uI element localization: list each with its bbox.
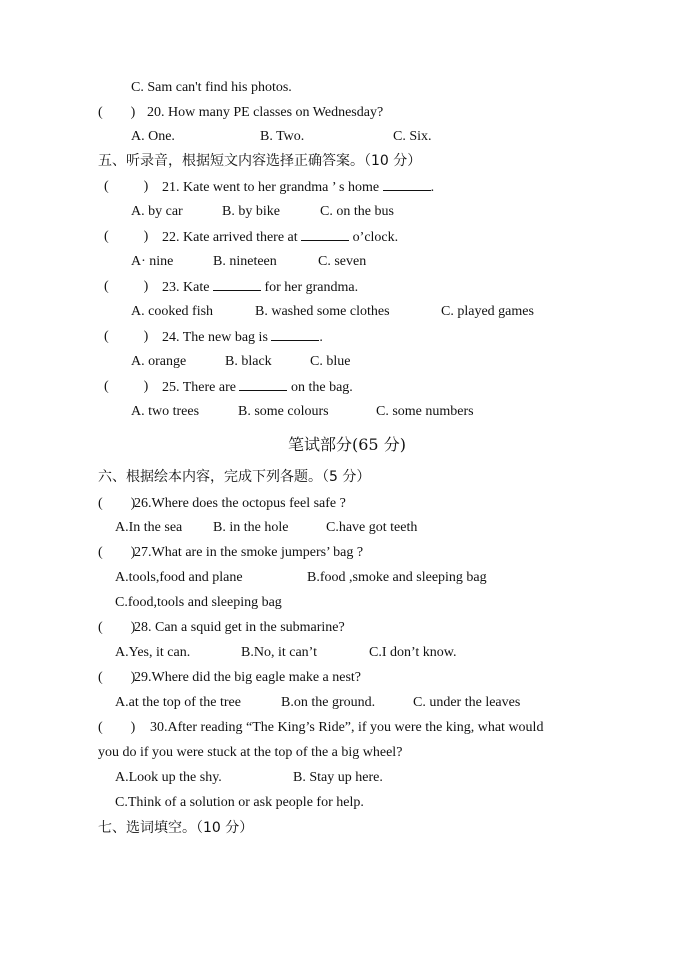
section-5-heading: 五、听录音，根据短文内容选择正确答案。（10 分） <box>98 153 422 169</box>
q20-option-b: B. Two. <box>260 129 305 144</box>
written-part-title: 笔试部分(65 分) <box>288 435 406 454</box>
q30-option-a: A.Look up the shy. <box>115 770 222 785</box>
q21-question: 21. Kate went to her grandma ’ s home . <box>162 180 435 195</box>
q20-option-c: C. Six. <box>393 129 432 144</box>
q21-option-c: C. on the bus <box>320 204 394 219</box>
q21-option-a: A. by car <box>131 204 183 219</box>
q25-option-a: A. two trees <box>131 404 200 419</box>
q25-answer-paren: ( ) <box>104 379 149 394</box>
q20-option-a: A. One. <box>131 129 175 144</box>
q26-option-a: A.In the sea <box>115 520 183 535</box>
q30-answer-paren: ( ) <box>98 720 136 735</box>
section-6-heading: 六、根据绘本内容，完成下列各题。（5 分） <box>98 469 371 485</box>
q28-option-b: B.No, it can’t <box>241 645 317 660</box>
q23-question: 23. Kate for her grandma. <box>162 280 359 295</box>
q26-option-c: C.have got teeth <box>326 520 418 535</box>
q29-option-b: B.on the ground. <box>281 695 376 710</box>
q29-option-a: A.at the top of the tree <box>115 695 241 710</box>
q29-question: 29.Where did the big eagle make a nest? <box>134 670 362 685</box>
q21-answer-paren: ( ) <box>104 179 149 194</box>
q24-option-a: A. orange <box>131 354 187 369</box>
q30-question-line1: 30.After reading “The King’s Ride”, if you were the king, what would <box>150 720 544 735</box>
section-7-heading: 七、选词填空。（10 分） <box>98 820 254 836</box>
q22-answer-paren: ( ) <box>104 229 149 244</box>
q23-answer-paren: ( ) <box>104 279 149 294</box>
q22-option-a: A· nine <box>131 254 174 269</box>
q27-option-a: A.tools,food and plane <box>115 570 243 585</box>
q30-question-line2: you do if you were stuck at the top of the a big wheel? <box>98 745 403 760</box>
q27-option-b: B.food ,smoke and sleeping bag <box>307 570 487 585</box>
q23-option-b: B. washed some clothes <box>255 304 390 319</box>
q24-question: 24. The new bag is . <box>162 330 323 345</box>
q19-option-c: C. Sam can't find his photos. <box>131 80 292 95</box>
q26-answer-paren: ( ) <box>98 496 136 511</box>
q28-answer-paren: ( ) <box>98 620 136 635</box>
q27-option-c: C.food,tools and sleeping bag <box>115 595 282 610</box>
q20-question: 20. How many PE classes on Wednesday? <box>147 105 384 120</box>
q25-option-b: B. some colours <box>238 404 329 419</box>
q29-answer-paren: ( ) <box>98 670 136 685</box>
q27-question: 27.What are in the smoke jumpers’ bag ? <box>134 545 364 560</box>
q29-option-c: C. under the leaves <box>413 695 521 710</box>
q25-question: 25. There are on the bag. <box>162 380 353 395</box>
q23-blank <box>213 278 261 291</box>
q28-option-c: C.I don’t know. <box>369 645 457 660</box>
q20-answer-paren: ( ) <box>98 105 136 120</box>
q27-answer-paren: ( ) <box>98 545 136 560</box>
q22-blank <box>301 228 349 241</box>
q30-option-b: B. Stay up here. <box>293 770 383 785</box>
q22-option-b: B. nineteen <box>213 254 277 269</box>
q21-blank <box>383 178 431 191</box>
q28-option-a: A.Yes, it can. <box>115 645 191 660</box>
q26-question: 26.Where does the octopus feel safe ? <box>134 496 346 511</box>
q23-option-c: C. played games <box>441 304 534 319</box>
q21-option-b: B. by bike <box>222 204 280 219</box>
q24-option-b: B. black <box>225 354 272 369</box>
q22-option-c: C. seven <box>318 254 367 269</box>
q24-answer-paren: ( ) <box>104 329 149 344</box>
q28-question: 28. Can a squid get in the submarine? <box>134 620 345 635</box>
q26-option-b: B. in the hole <box>213 520 289 535</box>
q30-option-c: C.Think of a solution or ask people for help. <box>115 795 364 810</box>
q25-option-c: C. some numbers <box>376 404 474 419</box>
q25-blank <box>239 378 287 391</box>
q24-blank <box>271 328 319 341</box>
q22-question: 22. Kate arrived there at o’clock. <box>162 230 399 245</box>
q23-option-a: A. cooked fish <box>131 304 214 319</box>
q24-option-c: C. blue <box>310 354 351 369</box>
